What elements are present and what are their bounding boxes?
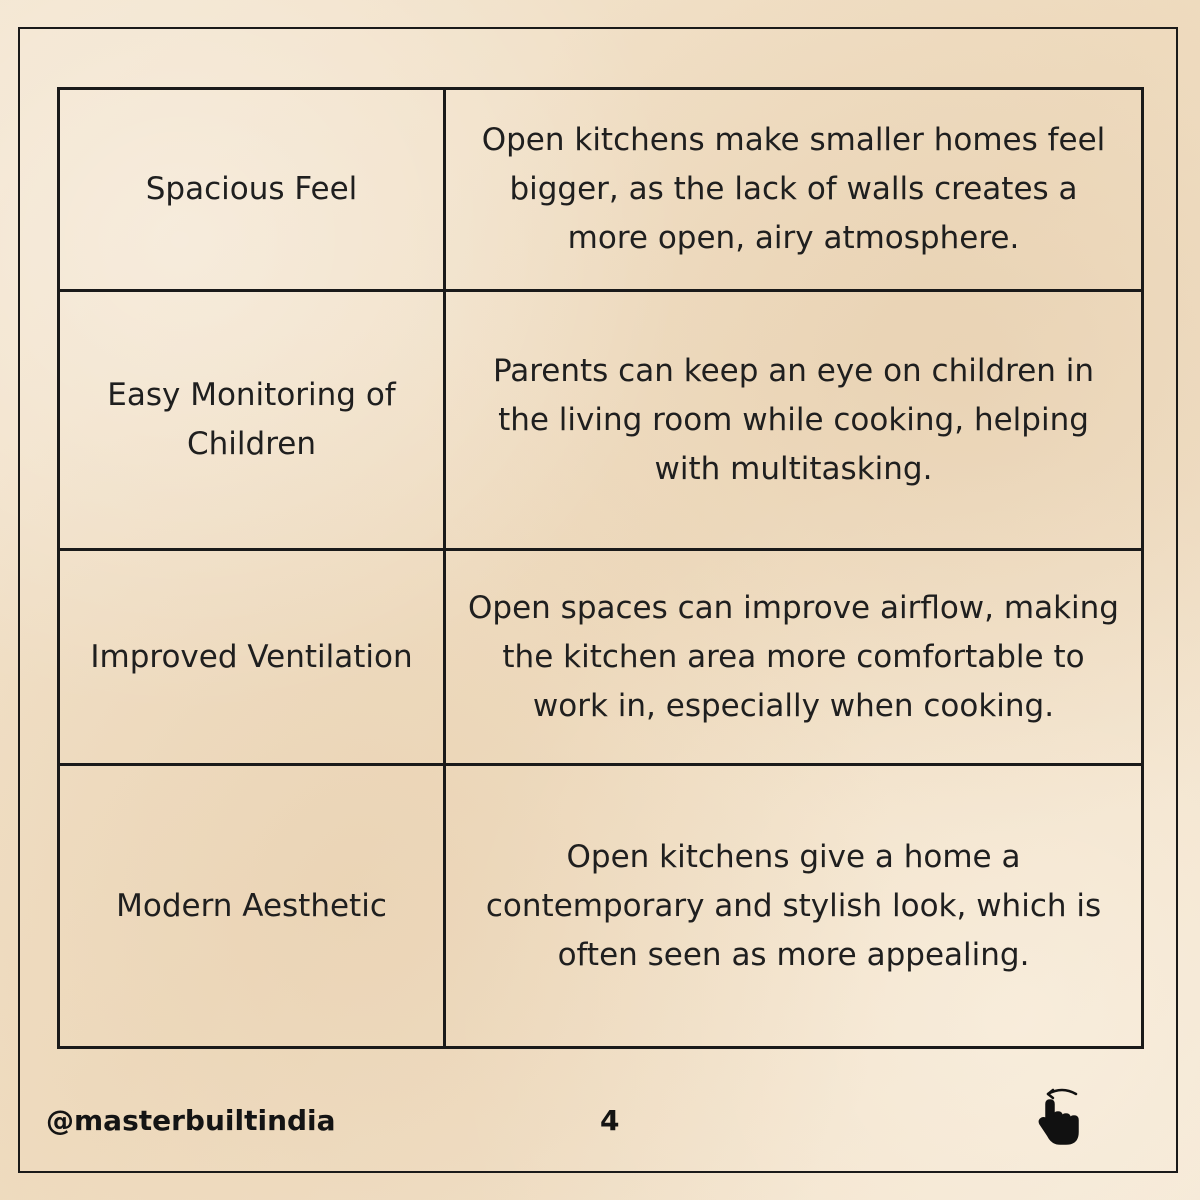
- table-row: [59, 291, 1143, 550]
- swipe-hand-icon[interactable]: [1032, 1086, 1088, 1146]
- table-row: [59, 765, 1143, 1048]
- benefit-description: Open kitchens make smaller homes feel bigger, as the lack of walls creates a more open, airy atmosphere.: [445, 89, 1143, 291]
- benefit-label: Improved Ventilation: [59, 550, 445, 765]
- benefit-label: Spacious Feel: [59, 89, 445, 291]
- benefit-description: Open spaces can improve airflow, making the kitchen area more comfortable to work in, especially when cooking.: [445, 550, 1143, 765]
- benefit-label: Modern Aesthetic: [59, 765, 445, 1048]
- benefit-label: Easy Monitoring of Children: [59, 291, 445, 550]
- table-row: [59, 550, 1143, 765]
- table-row: [59, 89, 1143, 291]
- benefits-table: [57, 87, 1144, 1049]
- benefit-description: Parents can keep an eye on children in the living room while cooking, helping with multitasking.: [445, 291, 1143, 550]
- page-number: 4: [600, 1104, 620, 1137]
- benefit-description: Open kitchens give a home a contemporary and stylish look, which is often seen as more appealing.: [445, 765, 1143, 1048]
- account-handle[interactable]: @masterbuiltindia: [46, 1104, 336, 1137]
